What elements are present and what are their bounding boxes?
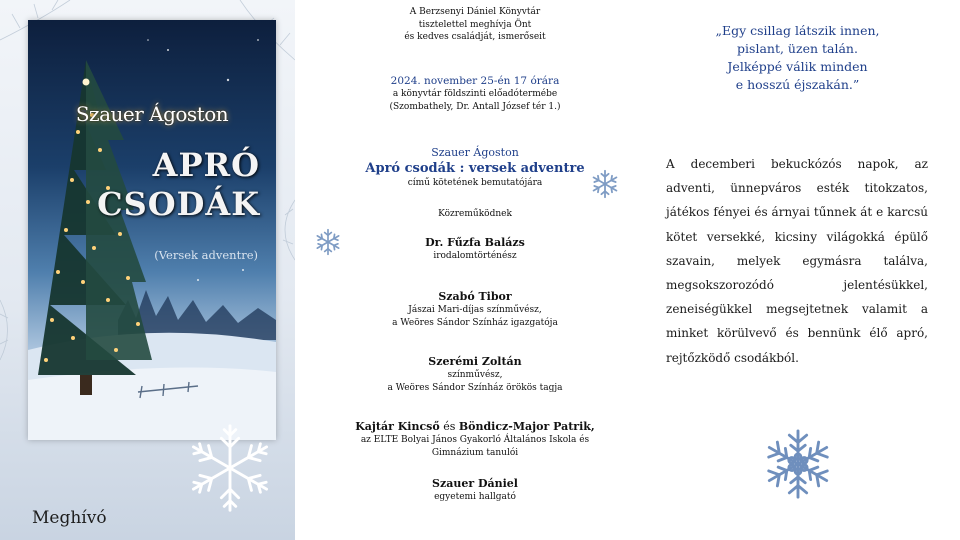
- quote-line: „Egy csillag látszik innen,: [715, 23, 880, 38]
- snowflake-icon: [314, 227, 342, 257]
- contributor-role: a Weöres Sándor Színház örökös tagja: [387, 382, 563, 393]
- name-connector: és: [439, 420, 459, 433]
- venue-line: (Szombathely, Dr. Antall József tér 1.): [389, 101, 561, 112]
- contributor-role: irodalomtörténész: [433, 251, 517, 261]
- contributor-name: Szauer Dániel: [432, 477, 518, 490]
- contributor-role: a Weöres Sándor Színház igazgatója: [392, 317, 558, 328]
- invitation-intro: [330, 6, 620, 44]
- contributor-role: Jászai Mari-díjas színművész,: [408, 305, 542, 315]
- book-cover: [28, 20, 276, 440]
- intro-line: tisztelettel meghívja Önt: [418, 19, 532, 30]
- event-time-venue: [330, 74, 620, 113]
- contributor-name: Dr. Fűzfa Balázs: [425, 236, 525, 249]
- intro-line: és kedves családját, ismerőseit: [404, 32, 546, 43]
- event-datetime: 2024. november 25-én 17 órára: [390, 75, 560, 87]
- contributor: [330, 476, 620, 504]
- contributor-role: Gimnázium tanulói: [431, 447, 519, 458]
- invitation-label: Meghívó: [32, 508, 107, 528]
- contributor-name: Böndicz-Major Patrik: [458, 420, 591, 433]
- contributor-name: Szerémi Zoltán: [428, 355, 522, 368]
- intro-line: A Berzsenyi Dániel Könyvtár: [409, 7, 541, 17]
- contributor-name: Kajtár Kincső: [355, 420, 440, 433]
- cover-title-line-1: APRÓ: [152, 146, 260, 184]
- book-title: Apró csodák : versek adventre: [365, 161, 585, 176]
- contributor-role: színművész,: [447, 370, 503, 380]
- contributor-name: Szabó Tibor: [438, 290, 512, 303]
- name-suffix: ,: [590, 420, 595, 433]
- contributor-role: az ELTE Bolyai János Gyakorló Általános Iskola és: [360, 435, 590, 445]
- quote-line: e hosszú éjszakán.”: [735, 77, 860, 92]
- quote-line: pislant, üzen talán.: [737, 41, 858, 56]
- venue-line: a könyvtár földszinti előadótermébe: [392, 89, 558, 99]
- contributor: [330, 419, 620, 459]
- poem-quote: [690, 22, 905, 94]
- contributor-names: [330, 419, 620, 434]
- snowflake-icon: [762, 424, 834, 504]
- snowflake-icon: [590, 169, 620, 199]
- book-author: Szauer Ágoston: [431, 146, 519, 159]
- winter-tree-scene: [28, 20, 276, 440]
- book-presentation: [330, 146, 620, 190]
- book-caption: című kötetének bemutatójára: [407, 178, 543, 188]
- large-snowflake-icon: [182, 420, 278, 516]
- cover-author: Szauer Ágoston: [75, 102, 229, 126]
- contributors-heading: Közreműködnek: [438, 209, 512, 219]
- contributor: [330, 289, 620, 329]
- quote-line: Jelképpé válik minden: [727, 59, 868, 74]
- cover-subtitle: (Versek adventre): [154, 248, 258, 262]
- contributor: [330, 235, 620, 263]
- contributor: [330, 354, 620, 394]
- book-description: A decemberi bekuckózós napok, az adventi, ünnepváros esték titokzatos, játékos fényei és árnyai tűnnek át e karcsú kötet versekké, kicsiny világokká épülő szavain, melyek egymásra találva, megsokszorozódó jelentésükkel, zeneiségükkel megsejtetnek valamit a minket körülvevő és bennünk élő apró, rejtőzködő csodákból.: [666, 157, 928, 365]
- contributor-role: egyetemi hallgató: [434, 492, 516, 502]
- cover-title-line-2: CSODÁK: [97, 185, 260, 223]
- cover-panel: [0, 0, 295, 540]
